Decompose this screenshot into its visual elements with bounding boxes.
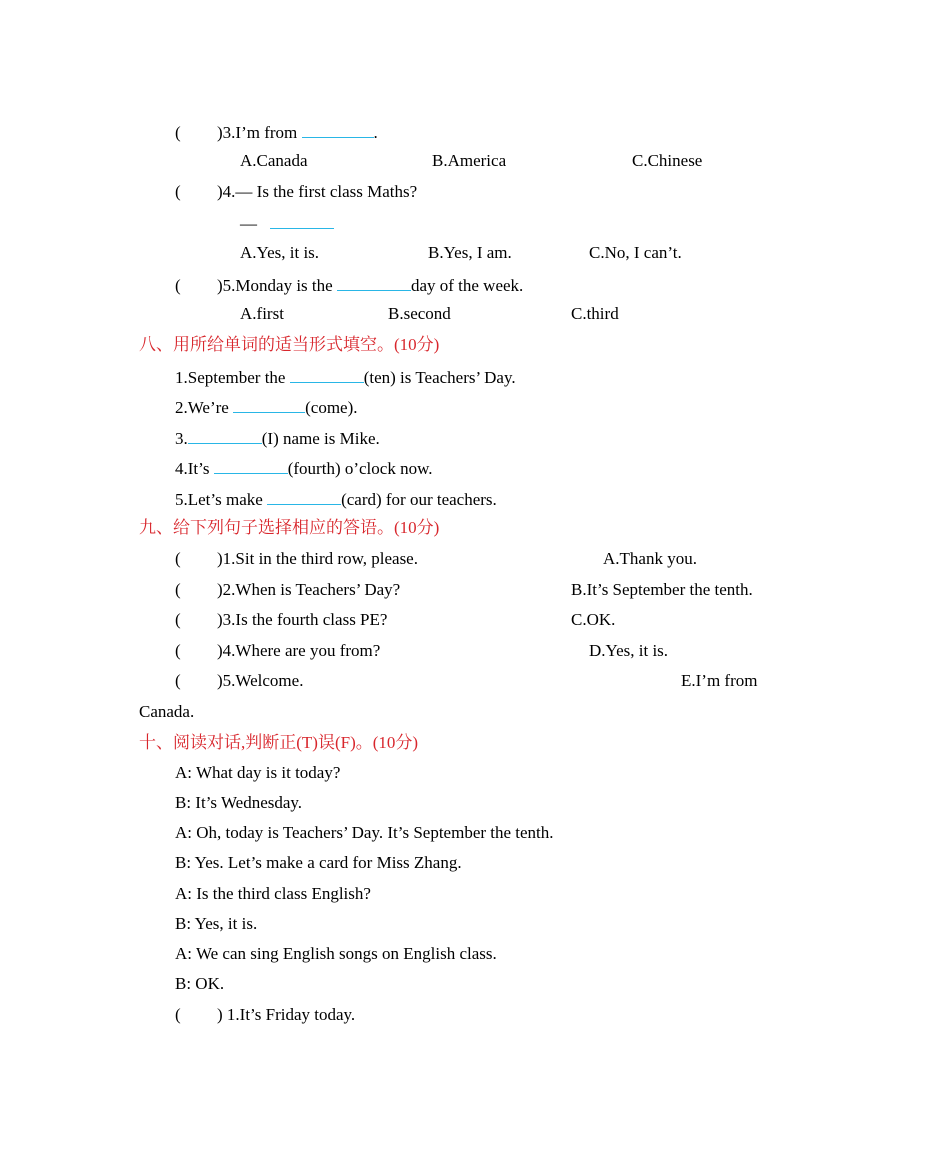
option-b: B.America: [432, 151, 507, 170]
answer-paren[interactable]: (: [175, 610, 181, 629]
match-question-2: ( )2.When is Teachers’ Day?: [175, 580, 401, 599]
option-c: C.No, I can’t.: [589, 243, 682, 262]
answer-paren: (: [175, 182, 181, 201]
match-answer-e-wrap: Canada.: [139, 702, 195, 721]
match-question-3: ( )3.Is the fourth class PE?: [175, 610, 388, 629]
question-text-end: day of the week.: [410, 276, 524, 295]
option-b: B.second: [388, 304, 451, 323]
answer-dash: —: [240, 214, 257, 233]
question-text: Monday is the: [235, 276, 337, 295]
answer-paren[interactable]: (: [175, 1005, 181, 1024]
fill-item-3: [175, 427, 380, 449]
option-c: C.Chinese: [632, 151, 703, 170]
match-answer-a: A.Thank you.: [603, 549, 697, 568]
dialogue-line: B: It’s Wednesday.: [175, 793, 303, 812]
answer-blank[interactable]: [337, 274, 411, 291]
fill-text: 5.Let’s make: [175, 490, 268, 509]
section-10-title: 十、阅读对话,判断正(T)误(F)。(10分): [139, 733, 419, 752]
fill-text-end: (card) for our teachers.: [341, 490, 497, 509]
fill-text: 2.We’re: [175, 398, 234, 417]
question-text: I’m from: [235, 123, 302, 142]
match-question-1: ( )1.Sit in the third row, please.: [175, 549, 418, 568]
option-c: C.third: [571, 304, 619, 323]
answer-paren[interactable]: (: [175, 580, 181, 599]
dialogue-line: A: Is the third class English?: [175, 884, 371, 903]
answer-blank[interactable]: [290, 366, 364, 383]
answer-paren: (: [175, 123, 181, 142]
question-number: )4.: [217, 182, 236, 201]
match-answer-b: B.It’s September the tenth.: [571, 580, 753, 599]
answer-blank[interactable]: [188, 427, 262, 444]
match-answer-e: E.I’m from: [681, 671, 758, 690]
question-text: — Is the first class Maths?: [235, 182, 418, 201]
dialogue-line: B: Yes, it is.: [175, 914, 258, 933]
fill-text-end: (come).: [305, 398, 358, 417]
question-text: 1.Sit in the third row, please.: [222, 549, 418, 568]
answer-blank[interactable]: [233, 396, 305, 413]
choice-question-3: [175, 121, 378, 143]
option-a: A.Yes, it is.: [240, 243, 320, 262]
answer-paren[interactable]: (: [175, 549, 181, 568]
dialogue-line: B: Yes. Let’s make a card for Miss Zhang.: [175, 853, 462, 872]
dialogue-line: B: OK.: [175, 974, 225, 993]
answer-paren: (: [175, 276, 181, 295]
answer-paren[interactable]: (: [175, 671, 181, 690]
question-text: 2.When is Teachers’ Day?: [222, 580, 401, 599]
question-text: 3.Is the fourth class PE?: [222, 610, 388, 629]
option-a: A.Canada: [240, 151, 308, 170]
question-number: )5.: [217, 276, 236, 295]
question-text: 4.Where are you from?: [222, 641, 381, 660]
fill-item-2: [175, 396, 358, 418]
section-9-title: 九、给下列句子选择相应的答语。(10分): [139, 518, 440, 537]
dialogue-line: A: What day is it today?: [175, 763, 341, 782]
answer-blank[interactable]: [267, 488, 341, 505]
match-question-4: ( )4.Where are you from?: [175, 641, 381, 660]
answer-blank[interactable]: [302, 121, 374, 138]
question-text-end: .: [373, 123, 378, 142]
fill-item-1: [175, 366, 516, 388]
choice-question-4: [175, 182, 417, 202]
match-answer-d: D.Yes, it is.: [589, 641, 669, 660]
judge-question-1: [175, 1005, 355, 1025]
match-question-5: ( )5.Welcome.: [175, 671, 304, 690]
option-b: B.Yes, I am.: [428, 243, 512, 262]
fill-item-4: [175, 457, 433, 479]
fill-text: 3.: [175, 429, 188, 448]
dialogue-line: A: We can sing English songs on English class.: [175, 944, 497, 963]
dialogue-line: A: Oh, today is Teachers’ Day. It’s September the tenth.: [175, 823, 554, 842]
question-text: 5.Welcome.: [222, 671, 304, 690]
match-answer-c: C.OK.: [571, 610, 616, 629]
question-text: ) 1.It’s Friday today.: [217, 1005, 356, 1024]
answer-blank[interactable]: [214, 457, 288, 474]
section-8-title: 八、用所给单词的适当形式填空。(10分): [139, 335, 440, 354]
answer-line: [240, 212, 334, 234]
question-number: )3.: [217, 123, 236, 142]
answer-blank[interactable]: [270, 212, 334, 229]
fill-text-end: (I) name is Mike.: [261, 429, 380, 448]
answer-paren[interactable]: (: [175, 641, 181, 660]
option-a: A.first: [240, 304, 284, 323]
fill-text: 1.September the: [175, 368, 290, 387]
choice-question-5: [175, 274, 523, 296]
fill-item-5: [175, 488, 497, 510]
fill-text-end: (ten) is Teachers’ Day.: [363, 368, 516, 387]
fill-text-end: (fourth) o’clock now.: [287, 459, 433, 478]
fill-text: 4.It’s: [175, 459, 214, 478]
